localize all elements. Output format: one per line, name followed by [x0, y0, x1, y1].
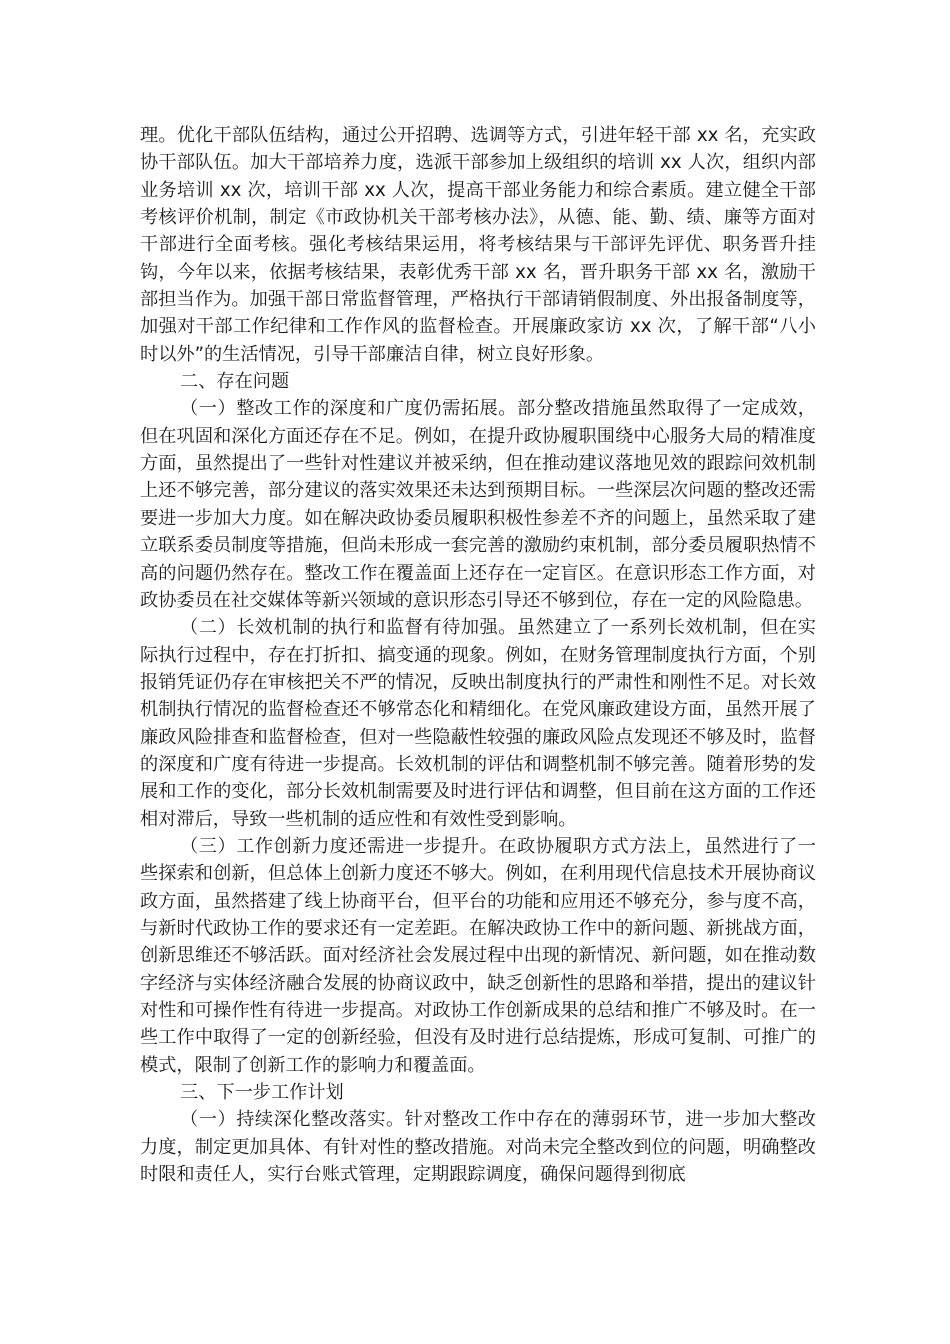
body-paragraph: （一）整改工作的深度和广度仍需拓展。部分整改措施虽然取得了一定成效，但在巩固和深化方面还存在不足。例如，在提升政协履职围绕中心服务大局的精准度方面，虽然提出了一些针对性建议并被采纳，但在推动建议落地见效的跟踪问效机制上还不够完善，部分建议的落实效果还未达到预期目标。一些深层次问题的整改还需要进一步加大力度。如在解决政协委员履职积极性参差不齐的问题上，虽然采取了建立联系委员制度等措施，但尚未形成一套完善的激励约束机制，部分委员履职热情不高的问题仍然存在。整改工作在覆盖面上还存在一定盲区。在意识形态工作方面，对政协委员在社交媒体等新兴领域的意识形态引导还不够到位，存在一定的风险隐患。 [140, 398, 816, 611]
section-heading-next-steps: 三、下一步工作计划 [180, 1082, 344, 1104]
body-paragraph: （二）长效机制的执行和监督有待加强。虽然建立了一系列长效机制，但在实际执行过程中，存在打折扣、搞变通的现象。例如，在财务管理制度执行方面，个别报销凭证仍存在审核把关不严的情况，反映出制度执行的严肃性和刚性不足。对长效机制执行情况的监督检查还不够常态化和精细化。在党风廉政建设方面，虽然开展了廉政风险排查和监督检查，但对一些隐蔽性较强的廉政风险点发现还不够及时，监督的深度和广度有待进一步提高。长效机制的评估和调整机制不够完善。随着形势的发展和工作的变化，部分长效机制需要及时进行评估和调整，但目前在这方面的工作还相对滞后，导致一些机制的适应性和有效性受到影响。 [140, 617, 816, 830]
document-page [140, 122, 816, 1188]
body-paragraph: （三）工作创新力度还需进一步提升。在政协履职方式方法上，虽然进行了一些探索和创新，但总体上创新力度还不够大。例如，在利用现代信息技术开展协商议政方面，虽然搭建了线上协商平台，但平台的功能和应用还不够充分，参与度不高，与新时代政协工作的要求还有一定差距。在解决政协工作中的新问题、新挑战方面，创新思维还不够活跃。面对经济社会发展过程中出现的新情况、新问题，如在推动数字经济与实体经济融合发展的协商议政中，缺乏创新性的思路和举措，提出的建议针对性和可操作性有待进一步提高。对政协工作创新成果的总结和推广不够及时。在一些工作中取得了一定的创新经验，但没有及时进行总结提炼，形成可复制、可推广的模式，限制了创新工作的影响力和覆盖面。 [140, 835, 816, 1076]
body-paragraph: （一）持续深化整改落实。针对整改工作中存在的薄弱环节，进一步加大整改力度，制定更加具体、有针对性的整改措施。对尚未完全整改到位的问题，明确整改时限和责任人，实行台账式管理，定期跟踪调度，确保问题得到彻底 [140, 1109, 816, 1186]
section-heading-problems: 二、存在问题 [180, 371, 290, 393]
body-paragraph-continued: 理。优化干部队伍结构，通过公开招聘、选调等方式，引进年轻干部 xx 名，充实政协干部队伍。加大干部培养力度，选派干部参加上级组织的培训 xx 人次，组织内部业务培训 xx 次，培训干部 xx 人次，提高干部业务能力和综合素质。建立健全干部考核评价机制，制定《市政协机关干部考核办法》，从德、能、勤、绩、廉等方面对干部进行全面考核。强化考核结果运用，将考核结果与干部评先评优、职务晋升挂钩，今年以来，依据考核结果，表彰优秀干部 xx 名，晋升职务干部 xx 名，激励干部担当作为。加强干部日常监督管理，严格执行干部请销假制度、外出报备制度等，加强对干部工作纪律和工作作风的监督检查。开展廉政家访 xx 次，了解干部“八小时以外”的生活情况，引导干部廉洁自律，树立良好形象。 [140, 125, 816, 365]
